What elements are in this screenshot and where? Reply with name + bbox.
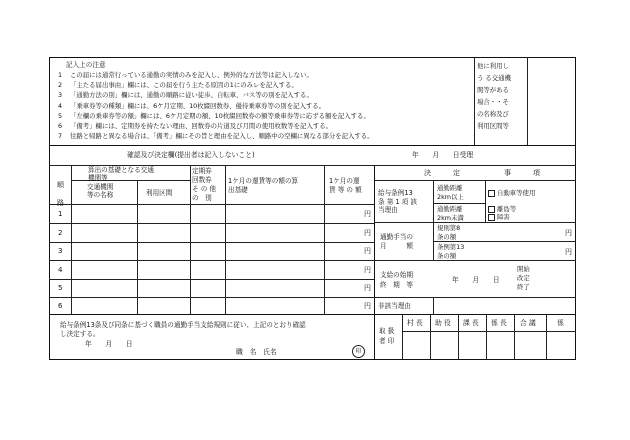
dist-line <box>433 203 485 204</box>
note-item: 3 「通勤方法の別」欄には、通勤の順路に従い徒歩、自転車、バス等の別を記入する。 <box>58 91 313 100</box>
note-item: 7 往路と帰路と異なる場合は、「備考」欄にその旨と理由を記入し、順路中の空欄に異なる部分を記入する。 <box>58 132 374 141</box>
note-item: 2 「主たる届出事由」欄には、この届を行う主たる原因の1にのみレを記入する。 <box>58 81 298 90</box>
note-item: 6 「備考」欄には、定期券を持たない理由、回数券の片道及び月間の使用枚数等を記入する。 <box>58 122 333 131</box>
confirmation-statement: 給与条例13条及び同条に基づく職員の通勤手当支給規則に従い、上記のとおり確認 し決定する。 <box>60 321 306 338</box>
header-basis: 算出の基礎となる交通 機関等 <box>88 166 154 182</box>
yen-mark: 円 <box>364 210 371 218</box>
island-checkbox[interactable]: 離島等 <box>488 205 516 214</box>
row-line <box>49 242 374 243</box>
row-line <box>49 223 374 224</box>
decision-header: 決 定 事 項 <box>424 169 540 177</box>
row-number: 4 <box>58 266 63 274</box>
stamp-col-line <box>514 314 515 360</box>
period-date: 年 月 日 <box>452 276 500 284</box>
car-use-checkbox[interactable]: 自動車等使用 <box>488 189 535 198</box>
col-line <box>137 180 138 314</box>
note-item: 5 「左欄の乗車券等の額」欄には、6ケ月定期の額、10枚綴回数券の額等乗車券等に応ずる額を記入する。 <box>58 111 370 120</box>
distance-under-2km: 通勤距離 2km未満 <box>437 205 464 222</box>
row-line <box>49 204 374 205</box>
statement-date: 年 月 日 <box>85 340 133 348</box>
notes-title: 記入上の注意 <box>66 61 106 69</box>
yen-mark: 円 <box>364 229 371 237</box>
note-item: 4 「乗車券等の種類」欄には、6ケ月定期、10枚綴回数券、優待乗車券等の別を記入する。 <box>58 101 326 110</box>
notes-box-left <box>474 57 475 145</box>
payment-period-label: 支給の始期 終 期 等 <box>380 271 413 289</box>
notes-list <box>58 70 374 141</box>
header-ticket-type: 定期券 回数券 そ の 他 の 別 <box>192 167 216 202</box>
row-number: 1 <box>58 210 63 218</box>
stamp-head-consult: 合 議 <box>520 319 536 327</box>
row-number: 5 <box>58 284 63 292</box>
rule8-amount-label: 規則第8 条の額 <box>437 224 461 241</box>
stamp-col-line <box>402 314 403 360</box>
period-type: 開始 改定 終了 <box>517 265 530 291</box>
col-line <box>324 165 325 314</box>
decision-row-line <box>374 260 576 261</box>
yen-mark: 円 <box>565 248 572 256</box>
header-agency: 交通機関 等の名称 <box>87 183 114 199</box>
note-item: 1 この届には通常行っている通勤の実情のみを記入し、例外的な方法等は記入しない。 <box>58 71 313 79</box>
disability-checkbox[interactable]: 障害 <box>488 213 510 222</box>
stamp-col-line <box>486 314 487 360</box>
signer-label: 職 名 氏名 <box>236 348 277 356</box>
decision-header-line <box>374 180 576 181</box>
checkbox-icon[interactable] <box>488 206 495 213</box>
seal-mark: 印 <box>352 345 365 358</box>
stamp-col-line <box>458 314 459 360</box>
checkbox-icon[interactable] <box>488 214 495 221</box>
stamp-header-line <box>402 331 576 332</box>
decision-row-line <box>433 241 576 242</box>
decision-row-line <box>374 222 576 223</box>
received-date: 年 月 日受理 <box>412 151 474 159</box>
header-monthly-basis: 1ケ月の運賃等の額の算 出基礎 <box>228 177 299 194</box>
header-monthly-amount: 1ケ月の運 賃 等 の 額 <box>329 177 362 194</box>
yen-mark: 円 <box>364 247 371 255</box>
stamp-col-line <box>546 314 547 360</box>
other-transport-note: 他に利用し う る交通機 関等がある 場合・・そ の名称及び 利用区間等 <box>477 62 511 130</box>
header-section: 利用区間 <box>146 189 173 197</box>
stamp-head-deputy: 助 役 <box>435 319 451 327</box>
notes-divider <box>49 145 576 146</box>
row-number: 3 <box>58 247 63 255</box>
decision-col-line <box>433 297 434 314</box>
notes-box-right <box>527 57 528 145</box>
col-line <box>225 165 226 314</box>
col-line <box>190 165 191 314</box>
confirm-title: 確認及び決定欄(提出者は記入しないこと) <box>127 151 255 159</box>
yen-mark: 円 <box>364 266 371 274</box>
row-number: 6 <box>58 302 63 310</box>
decision-row-line <box>374 297 576 298</box>
stamp-col-line <box>430 314 431 360</box>
stamp-head-unit-chief: 係 長 <box>491 319 507 327</box>
yen-mark: 円 <box>364 302 371 310</box>
statement-divider <box>49 314 576 315</box>
row-number: 2 <box>58 229 63 237</box>
yen-mark: 円 <box>565 229 572 237</box>
stamp-head-village-chief: 村 長 <box>407 319 423 327</box>
checkbox-icon[interactable] <box>488 190 495 197</box>
yen-mark: 円 <box>364 284 371 292</box>
section-divider <box>374 165 375 360</box>
distance-over-2km: 通勤距離 2km以上 <box>437 184 464 201</box>
decision-col-line <box>433 180 434 260</box>
stamp-head-section-chief: 課 長 <box>463 319 479 327</box>
article13-amount-label: 条例第13 条の額 <box>437 243 465 260</box>
article13-reason: 給与条例13 条 第 1 項 該 当理由 <box>378 189 417 214</box>
monthly-allowance-label: 通勤手当の 月 額 <box>380 233 413 250</box>
decision-col-line <box>485 180 486 222</box>
col-line <box>71 165 72 314</box>
row-line <box>49 260 374 261</box>
row-line <box>49 297 374 298</box>
header-route-no: 順 路 <box>57 181 64 207</box>
non-applicable-label: 非該当理由 <box>378 302 411 310</box>
handler-seal-label: 取 扱 者 印 <box>379 327 395 345</box>
stamp-head-staff: 係 <box>557 319 564 327</box>
row-line <box>49 279 374 280</box>
